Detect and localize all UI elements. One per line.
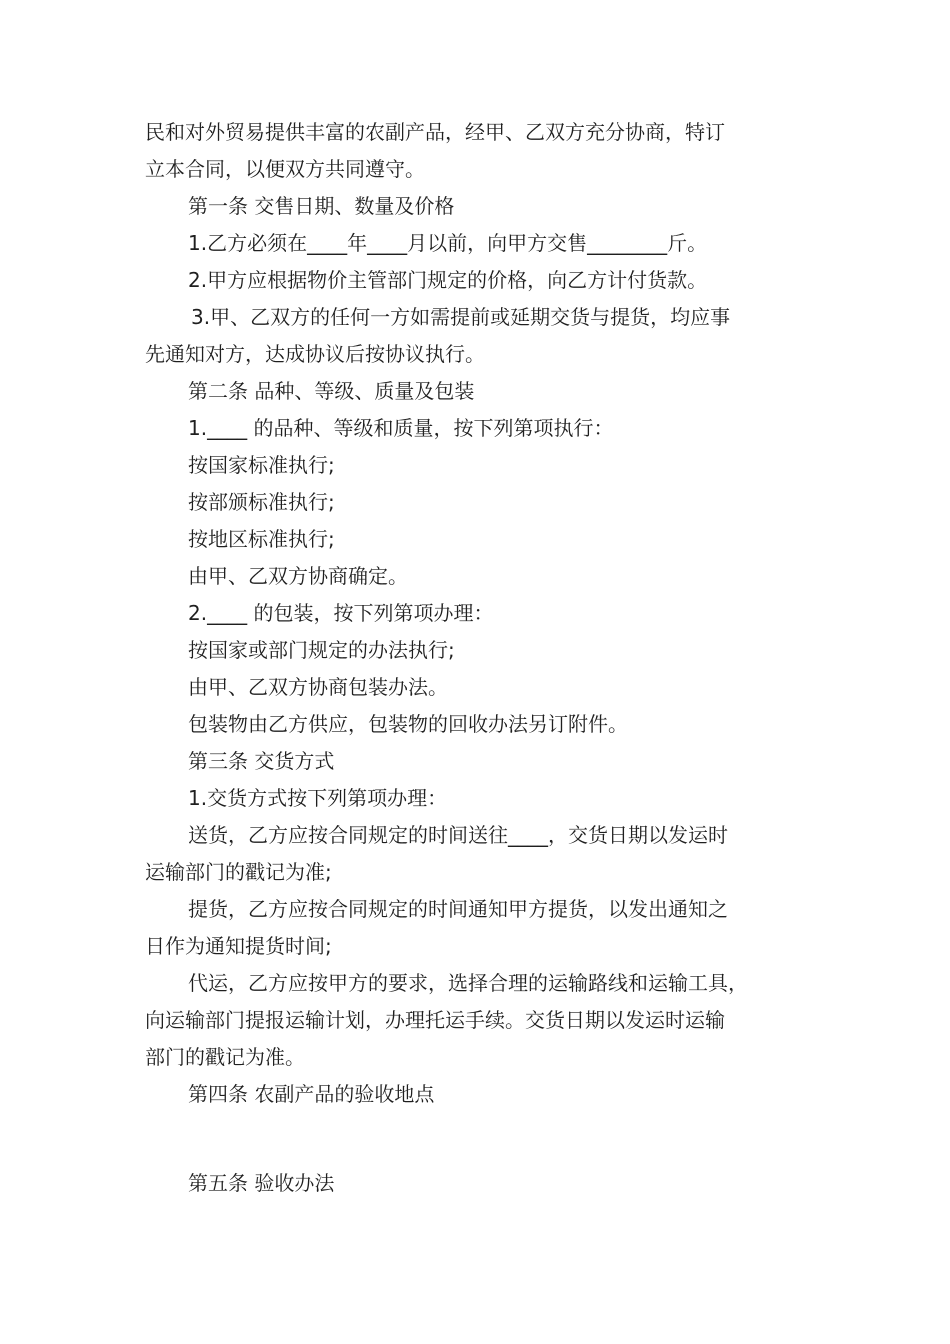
clause-line: 包装物由乙方供应，包装物的回收办法另订附件。 (188, 712, 628, 736)
clause-line: 先通知对方，达成协议后按协议执行。 (145, 342, 485, 366)
paragraph-line: 民和对外贸易提供丰富的农副产品，经甲、乙双方充分协商，特订 (145, 120, 725, 144)
paragraph-line: 立本合同，以便双方共同遵守。 (145, 157, 425, 181)
article-heading: 第二条 品种、等级、质量及包装 (188, 379, 475, 403)
clause-line: 1.交货方式按下列第项办理： (188, 786, 448, 810)
option-line: 按国家或部门规定的办法执行; (188, 638, 455, 662)
article-heading: 第三条 交货方式 (188, 749, 335, 773)
clause-line: 2.甲方应根据物价主管部门规定的价格，向乙方计付货款。 (188, 268, 708, 292)
option-line: 运输部门的戳记为准; (145, 860, 332, 884)
option-line: 日作为通知提货时间; (145, 934, 332, 958)
contract-body (0, 114, 950, 1202)
article-heading: 第一条 交售日期、数量及价格 (188, 194, 455, 218)
article-heading: 第五条 验收办法 (188, 1171, 335, 1195)
option-line: 按地区标准执行; (188, 527, 335, 551)
option-line: 部门的戳记为准。 (145, 1045, 305, 1069)
option-line: 送货，乙方应按合同规定的时间送往____，交货日期以发运时 (188, 823, 728, 847)
option-line: 按国家标准执行; (188, 453, 335, 477)
clause-line: 1.乙方必须在____年____月以前，向甲方交售________斤。 (188, 231, 708, 255)
option-line: 由甲、乙双方协商包装办法。 (188, 675, 448, 699)
clause-line: 3.甲、乙双方的任何一方如需提前或延期交货与提货，均应事 (191, 305, 731, 329)
article-heading: 第四条 农副产品的验收地点 (188, 1082, 435, 1106)
option-line: 向运输部门提报运输计划，办理托运手续。交货日期以发运时运输 (145, 1008, 725, 1032)
option-line: 按部颁标准执行; (188, 490, 335, 514)
blank-gap (0, 1113, 950, 1165)
clause-line: 2.____ 的包装，按下列第项办理： (188, 601, 494, 625)
option-line: 提货，乙方应按合同规定的时间通知甲方提货，以发出通知之 (188, 897, 728, 921)
clause-line: 1.____ 的品种、等级和质量，按下列第项执行： (188, 416, 614, 440)
option-line: 代运，乙方应按甲方的要求，选择合理的运输路线和运输工具， (188, 971, 748, 995)
option-line: 由甲、乙双方协商确定。 (188, 564, 408, 588)
